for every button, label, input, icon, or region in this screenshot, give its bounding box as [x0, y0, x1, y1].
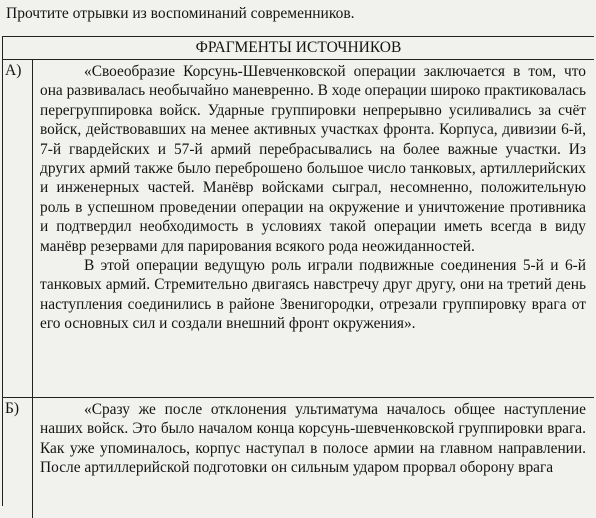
- source-a-paragraph-2: В этой операции ведущую роль играли подвижные соединения 5-й и 6-й танковых армий. Стремительно двигаясь навстречу друг другу, они на третий день наступления соединились в районе Звенигородки, отрезали группировку врага от его основных сил и создали внешний фронт окружения».: [40, 257, 586, 333]
- source-row-b: [3, 398, 594, 518]
- row-label-b: Б): [3, 398, 33, 518]
- sources-table: [2, 36, 594, 506]
- source-row-a: [3, 60, 594, 398]
- source-b-paragraph-1: «Сразу же после отклонения ультиматума началось общее наступление наших войск. Это было началом конца корсунь-шевченковской группировки врага. Как уже упоминалось, корпус наступал в полосе армии на главном направлении. После артиллерийской подготовки он сильным ударом прорвал оборону врага: [40, 401, 586, 477]
- source-text-a: [40, 62, 586, 334]
- source-a-paragraph-1: «Своеобразие Корсунь-Шевченковской операции заключается в том, что она развивалась необычайно маневренно. В ходе операции широко практиковалась перегруппировка войск. Ударные группировки непрерывно усиливались за счёт войск, действовавших на менее активных участках фронта. Корпуса, дивизии 6-й, 7-й гвардейских и 57-й армий перебрасывались на более важные участки. Из других армий также было переброшено большое число танковых, артиллерийских и инженерных частей. Манёвр войсками сыграл, несомненно, положительную роль в успешном проведении операции на окружение и уничтожение противника и подтвердил необходимость в условиях такой операции иметь всегда в виду манёвр резервами для парирования всякого рода неожиданностей.: [40, 63, 586, 255]
- table-header: ФРАГМЕНТЫ ИСТОЧНИКОВ: [3, 37, 594, 60]
- source-text-b: [40, 400, 586, 478]
- row-label-a: А): [3, 60, 33, 397]
- instruction-text: Прочтите отрывки из воспоминаний современников.: [6, 5, 355, 22]
